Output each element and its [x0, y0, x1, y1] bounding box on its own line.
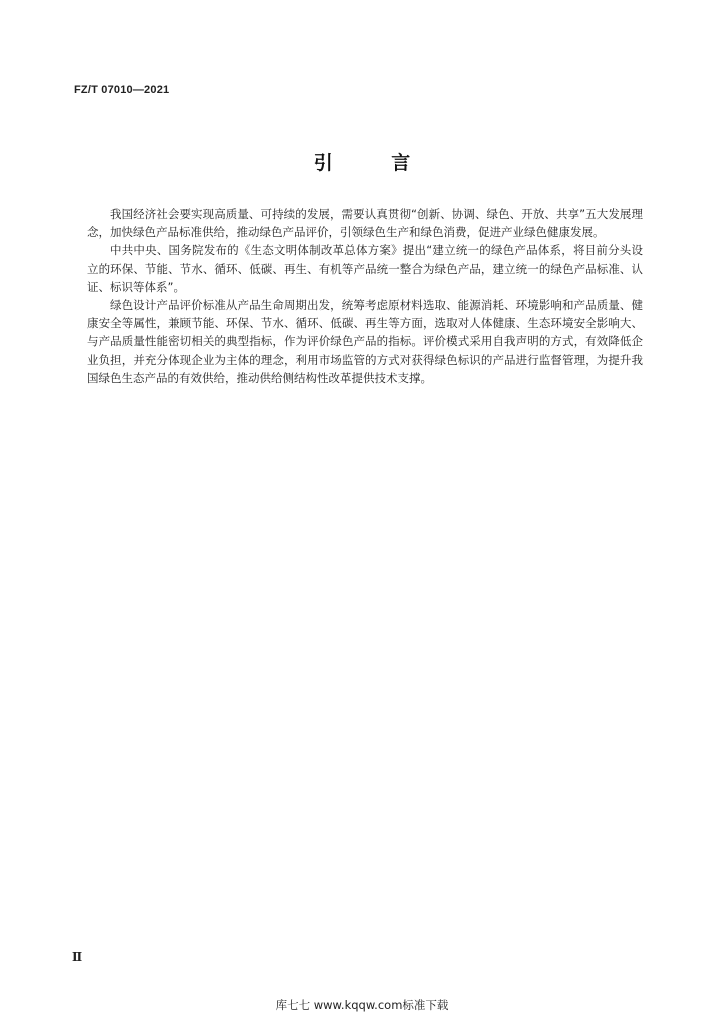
page-number: Ⅱ	[72, 950, 83, 964]
paragraph-2: 中共中央、国务院发布的《生态文明体制改革总体方案》提出“建立统一的绿色产品体系，将目前分头设立的环保、节能、节水、循环、低碳、再生、有机等产品统一整合为绿色产品，建立统一的绿色产品标准、认证、标识等体系”。	[87, 243, 643, 294]
download-watermark: 库七七 www.kqqw.com标准下载	[275, 998, 449, 1012]
paragraph-3: 绿色设计产品评价标准从产品生命周期出发，统筹考虑原材料选取、能源消耗、环境影响和产品质量、健康安全等属性，兼顾节能、环保、节水、循环、低碳、再生等方面，选取对人体健康、生态环境安全影响大、与产品质量性能密切相关的典型指标，作为评价绿色产品的指标。评价模式采用自我声明的方式，有效降低企业负担，并充分体现企业为主体的理念，利用市场监管的方式对获得绿色标识的产品进行监督管理，为提升我国绿色生态产品的有效供给，推动供给侧结构性改革提供技术支撑。	[87, 298, 643, 385]
standard-code: FZ/T 07010—2021	[74, 84, 170, 96]
introduction-body	[87, 205, 643, 387]
section-title: 引 言	[313, 152, 437, 174]
paragraph-1: 我国经济社会要实现高质量、可持续的发展，需要认真贯彻“创新、协调、绿色、开放、共享”五大发展理念，加快绿色产品标准供给，推动绿色产品评价，引领绿色生产和绿色消费，促进产业绿色健康发展。	[87, 207, 643, 240]
